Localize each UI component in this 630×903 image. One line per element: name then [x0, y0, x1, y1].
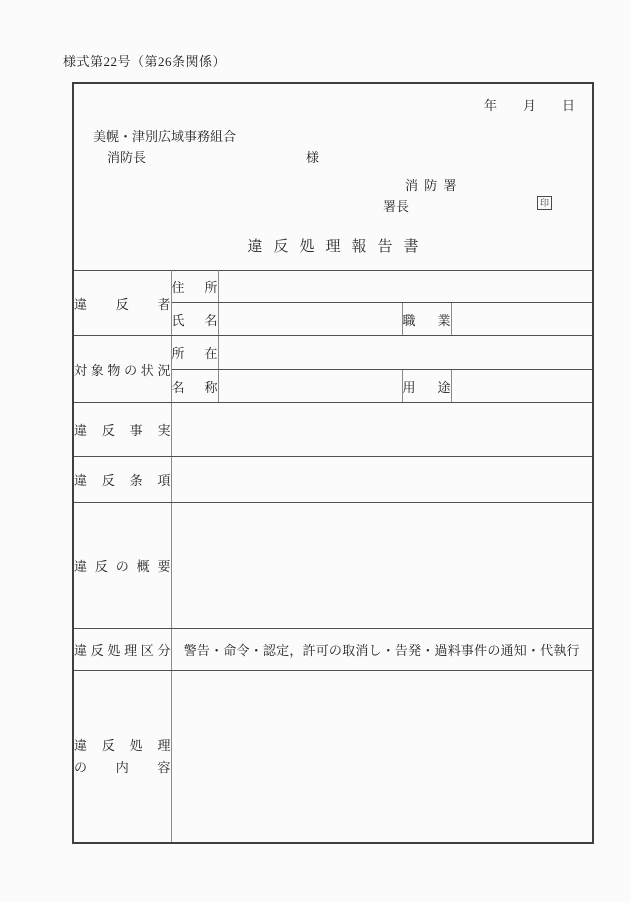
- station-chief-label: 署長: [383, 199, 410, 214]
- addressee-title: 消防長: [107, 150, 147, 165]
- violation-clause-value-cell: [171, 457, 592, 502]
- processing-class-options: 警告・命令・認定，許可の取消し・告発・過料事件の通知・代執行: [171, 628, 592, 670]
- violation-fact-label: 違反事実: [74, 403, 171, 457]
- violator-occupation-value-cell: [451, 303, 592, 336]
- violator-name-value-cell: [218, 303, 402, 336]
- object-use-label: 用途: [402, 370, 451, 403]
- form-table: [74, 270, 592, 842]
- table-row: [74, 457, 592, 502]
- fire-station-label: 消 防 署: [405, 178, 457, 193]
- processing-content-label: [74, 671, 171, 843]
- table-row: [74, 628, 592, 670]
- date-line: 年 月 日: [483, 98, 575, 113]
- object-status-row-label: 対象物の状況: [74, 336, 171, 403]
- object-location-value-cell: [218, 336, 592, 370]
- object-name-value-cell: [218, 370, 402, 403]
- table-row: [74, 336, 592, 370]
- addressee-line: [107, 147, 407, 166]
- object-name-label: 名称: [171, 370, 218, 403]
- violator-address-value-cell: [218, 271, 592, 303]
- honorific-label: 様: [306, 150, 320, 165]
- processing-class-label: 違反処理区分: [74, 628, 171, 670]
- violation-summary-label: 違反の概要: [74, 502, 171, 628]
- form-border-box: [72, 82, 594, 844]
- processing-content-label-line2: の内容: [74, 759, 171, 775]
- table-row: [74, 403, 592, 457]
- object-location-label: 所在: [171, 336, 218, 370]
- form-header: [74, 84, 592, 270]
- violator-row-label: 違反者: [74, 271, 171, 336]
- violator-address-label: 住所: [171, 271, 218, 303]
- organization-name: 美幌・津別広域事務組合: [93, 129, 237, 144]
- processing-content-label-line1: 違反処理: [74, 737, 171, 753]
- processing-content-value-cell: [171, 671, 592, 843]
- station-chief-line: [383, 196, 550, 215]
- document-title: 違反処理報告書: [247, 239, 430, 255]
- object-use-value-cell: [451, 370, 592, 403]
- violation-summary-value-cell: [171, 502, 592, 628]
- table-row: [74, 502, 592, 628]
- form-number-label: 様式第22号（第26条関係）: [63, 54, 227, 69]
- violator-occupation-label: 職業: [402, 303, 451, 336]
- table-row: [74, 271, 592, 303]
- table-row: [74, 671, 592, 843]
- violation-clause-label: 違反条項: [74, 457, 171, 502]
- violation-fact-value-cell: [171, 403, 592, 457]
- seal-stamp-icon: 印: [537, 196, 552, 210]
- violator-name-label: 氏名: [171, 303, 218, 336]
